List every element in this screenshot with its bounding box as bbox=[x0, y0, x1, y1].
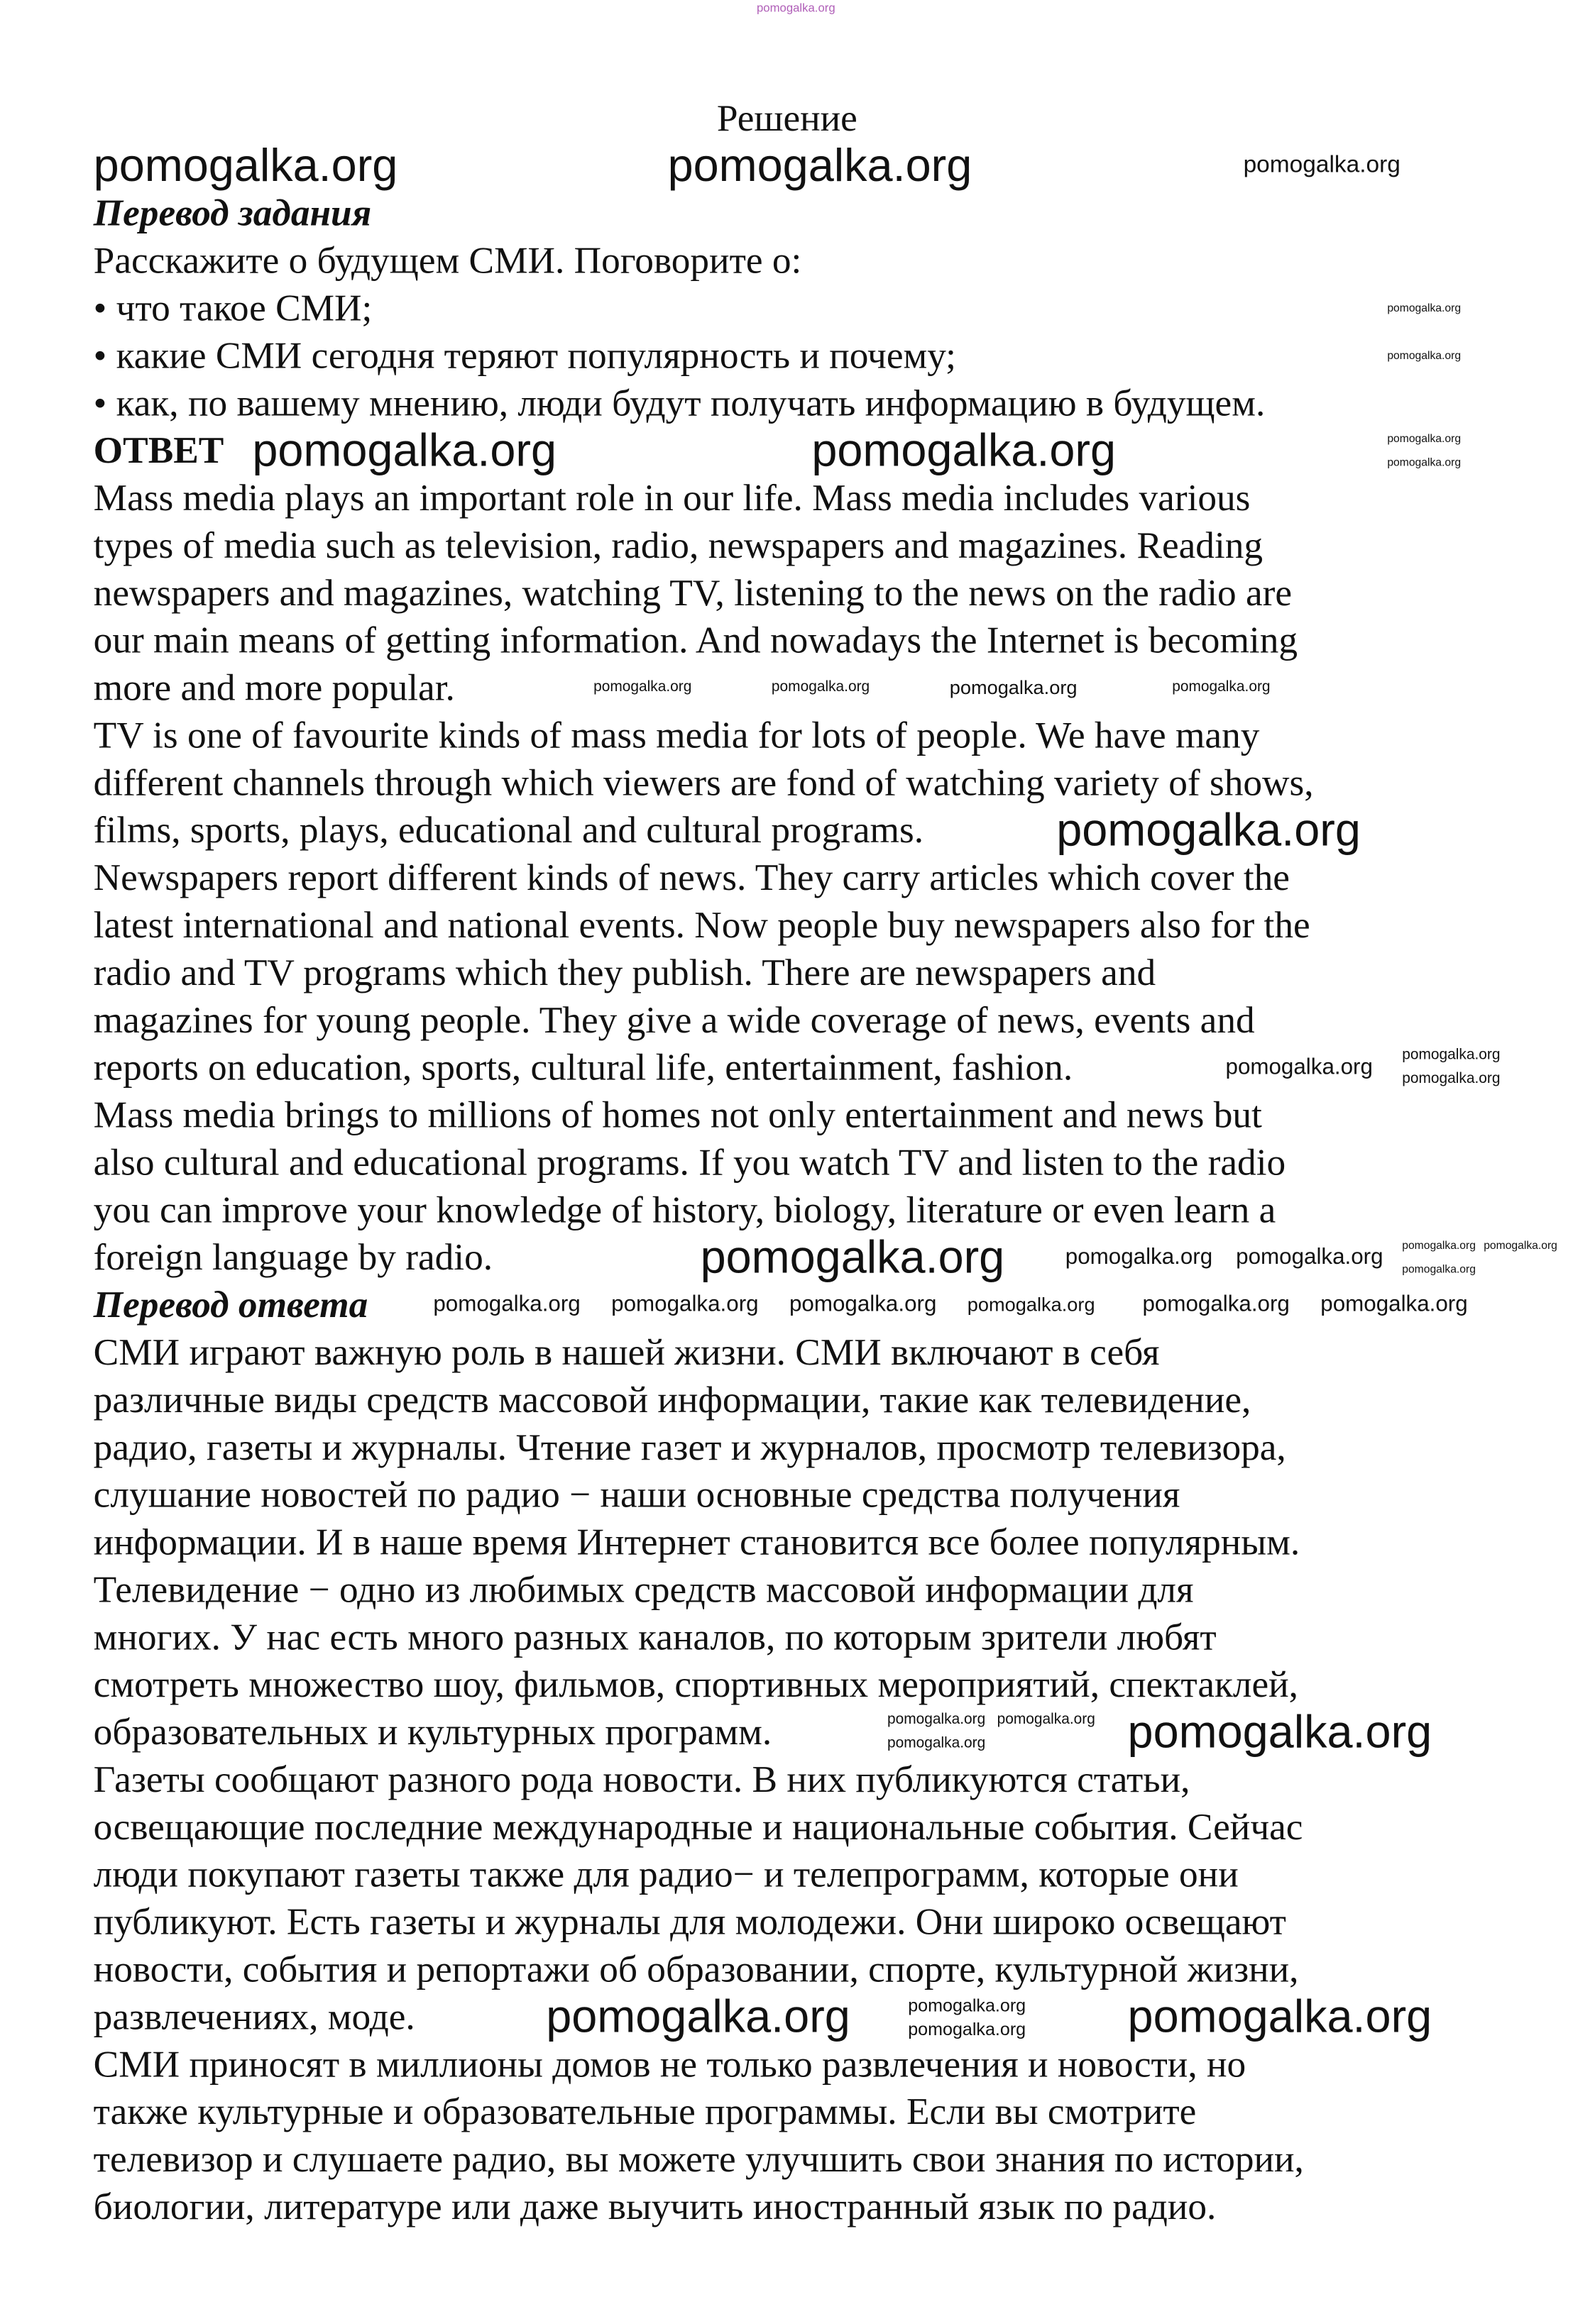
watermark: pomogalka.org bbox=[1172, 679, 1271, 696]
translation-line: информации. И в наше время Интернет становится все более популярным. bbox=[93, 1520, 1300, 1564]
task-heading: Перевод задания bbox=[93, 191, 372, 235]
translation-line: освещающие последние международные и национальные события. Сейчас bbox=[93, 1805, 1303, 1849]
watermark: pomogalka.org bbox=[1387, 301, 1462, 315]
answer-line: magazines for young people. They give a wide coverage of news, events and bbox=[93, 998, 1255, 1042]
translation-line: многих. У нас есть много разных каналов, по которым зрители любят bbox=[93, 1615, 1217, 1658]
answer-line: different channels through which viewers are fond of watching variety of shows, bbox=[93, 761, 1314, 804]
translation-line: новости, события и репортажи об образовании, спорте, культурной жизни, bbox=[93, 1947, 1299, 1991]
answer-line: TV is one of favourite kinds of mass media for lots of people. We have many bbox=[93, 713, 1260, 757]
translation-line: Телевидение − одно из любимых средств массовой информации для bbox=[93, 1568, 1194, 1611]
watermark: pomogalka.org bbox=[1484, 1238, 1557, 1252]
task-line: • как, по вашему мнению, люди будут получать информацию в будущем. bbox=[93, 381, 1266, 424]
translation-line: СМИ приносят в миллионы домов не только развлечения и новости, но bbox=[93, 2042, 1246, 2086]
translation-heading: Перевод ответа bbox=[93, 1283, 368, 1326]
watermark: pomogalka.org bbox=[949, 676, 1078, 699]
translation-line: развлечениях, моде. bbox=[93, 1995, 415, 2038]
translation-line: биологии, литературе или даже выучить иностранный язык по радио. bbox=[93, 2184, 1217, 2228]
translation-line: люди покупают газеты также для радио− и телепрограмм, которые они bbox=[93, 1852, 1239, 1896]
watermark: pomogalka.org bbox=[887, 1712, 986, 1729]
watermark: pomogalka.org bbox=[887, 1735, 986, 1752]
translation-line: слушание новостей по радио − наши основные средства получения bbox=[93, 1472, 1180, 1516]
watermark: pomogalka.org bbox=[1127, 1705, 1432, 1758]
task-line: Расскажите о будущем СМИ. Поговорите о: bbox=[93, 238, 802, 282]
watermark: pomogalka.org bbox=[546, 1990, 850, 2043]
watermark: pomogalka.org bbox=[789, 1292, 937, 1318]
answer-line: our main means of getting information. And nowadays the Internet is becoming bbox=[93, 618, 1298, 662]
translation-line: публикуют. Есть газеты и журналы для молодежи. Они широко освещают bbox=[93, 1900, 1286, 1944]
watermark: pomogalka.org bbox=[1320, 1292, 1468, 1318]
watermark: pomogalka.org bbox=[1402, 1262, 1476, 1276]
watermark: pomogalka.org bbox=[1387, 431, 1462, 446]
watermark: pomogalka.org bbox=[1243, 153, 1401, 178]
watermark: pomogalka.org bbox=[757, 1, 835, 15]
watermark: pomogalka.org bbox=[997, 1712, 1095, 1729]
translation-line: Газеты сообщают разного рода новости. В них публикуются статьи, bbox=[93, 1757, 1190, 1801]
translation-line: СМИ играют важную роль в нашей жизни. СМИ включают в себя bbox=[93, 1330, 1160, 1374]
watermark: pomogalka.org bbox=[433, 1292, 581, 1318]
watermark: pomogalka.org bbox=[1402, 1047, 1501, 1064]
answer-line: reports on education, sports, cultural life, entertainment, fashion. bbox=[93, 1045, 1073, 1089]
translation-line: телевизор и слушаете радио, вы можете улучшить свои знания по истории, bbox=[93, 2137, 1304, 2181]
task-line: • что такое СМИ; bbox=[93, 286, 373, 330]
watermark: pomogalka.org bbox=[908, 1995, 1026, 2016]
answer-line: Newspapers report different kinds of news. They carry articles which cover the bbox=[93, 856, 1290, 899]
watermark: pomogalka.org bbox=[811, 424, 1116, 476]
answer-line: foreign language by radio. bbox=[93, 1235, 493, 1279]
translation-line: радио, газеты и журналы. Чтение газет и журналов, просмотр телевизора, bbox=[93, 1425, 1286, 1469]
answer-line: radio and TV programs which they publish. There are newspapers and bbox=[93, 950, 1156, 994]
watermark: pomogalka.org bbox=[1402, 1238, 1476, 1252]
watermark: pomogalka.org bbox=[1387, 455, 1462, 469]
answer-line: films, sports, plays, educational and cultural programs. bbox=[93, 808, 924, 852]
answer-line: you can improve your knowledge of history, biology, literature or even learn a bbox=[93, 1188, 1276, 1231]
watermark: pomogalka.org bbox=[1236, 1244, 1383, 1270]
answer-line: Mass media plays an important role in our life. Mass media includes various bbox=[93, 475, 1251, 519]
watermark: pomogalka.org bbox=[1127, 1990, 1432, 2043]
watermark: pomogalka.org bbox=[967, 1293, 1095, 1316]
translation-line: различные виды средств массовой информации, такие как телевидение, bbox=[93, 1377, 1251, 1421]
translation-text bbox=[94, 1329, 1518, 2231]
answer-label: ОТВЕТ bbox=[93, 429, 224, 472]
translation-line: смотреть множество шоу, фильмов, спортивных мероприятий, спектаклей, bbox=[93, 1663, 1298, 1706]
translation-line: образовательных и культурных программ. bbox=[93, 1710, 772, 1753]
translation-line: также культурные и образовательные программы. Если вы смотрите bbox=[93, 2090, 1197, 2133]
task-line: • какие СМИ сегодня теряют популярность и почему; bbox=[93, 334, 956, 377]
watermark: pomogalka.org bbox=[667, 139, 972, 192]
watermark: pomogalka.org bbox=[611, 1292, 759, 1318]
answer-line: more and more popular. bbox=[93, 666, 455, 710]
watermark: pomogalka.org bbox=[1056, 803, 1361, 857]
watermark: pomogalka.org bbox=[1387, 348, 1462, 363]
page-title: Решение bbox=[716, 96, 857, 140]
answer-line: types of media such as television, radio, newspapers and magazines. Reading bbox=[93, 523, 1264, 567]
document-body bbox=[94, 95, 1518, 2231]
watermark: pomogalka.org bbox=[593, 679, 692, 696]
answer-line: also cultural and educational programs. If you watch TV and listen to the radio bbox=[93, 1140, 1286, 1184]
watermark: pomogalka.org bbox=[93, 139, 398, 192]
answer-line: newspapers and magazines, watching TV, listening to the news on the radio are bbox=[93, 571, 1293, 615]
watermark: pomogalka.org bbox=[908, 2018, 1026, 2040]
watermark: pomogalka.org bbox=[1225, 1054, 1373, 1080]
watermark: pomogalka.org bbox=[1142, 1292, 1290, 1318]
watermark: pomogalka.org bbox=[1065, 1244, 1213, 1270]
answer-text bbox=[94, 475, 1518, 1282]
answer-line: latest international and national events. Now people buy newspapers also for the bbox=[93, 903, 1310, 947]
answer-line: Mass media brings to millions of homes not only entertainment and news but bbox=[93, 1093, 1262, 1137]
watermark: pomogalka.org bbox=[771, 679, 870, 696]
watermark: pomogalka.org bbox=[700, 1230, 1005, 1284]
watermark: pomogalka.org bbox=[1402, 1071, 1501, 1088]
watermark: pomogalka.org bbox=[252, 424, 557, 476]
